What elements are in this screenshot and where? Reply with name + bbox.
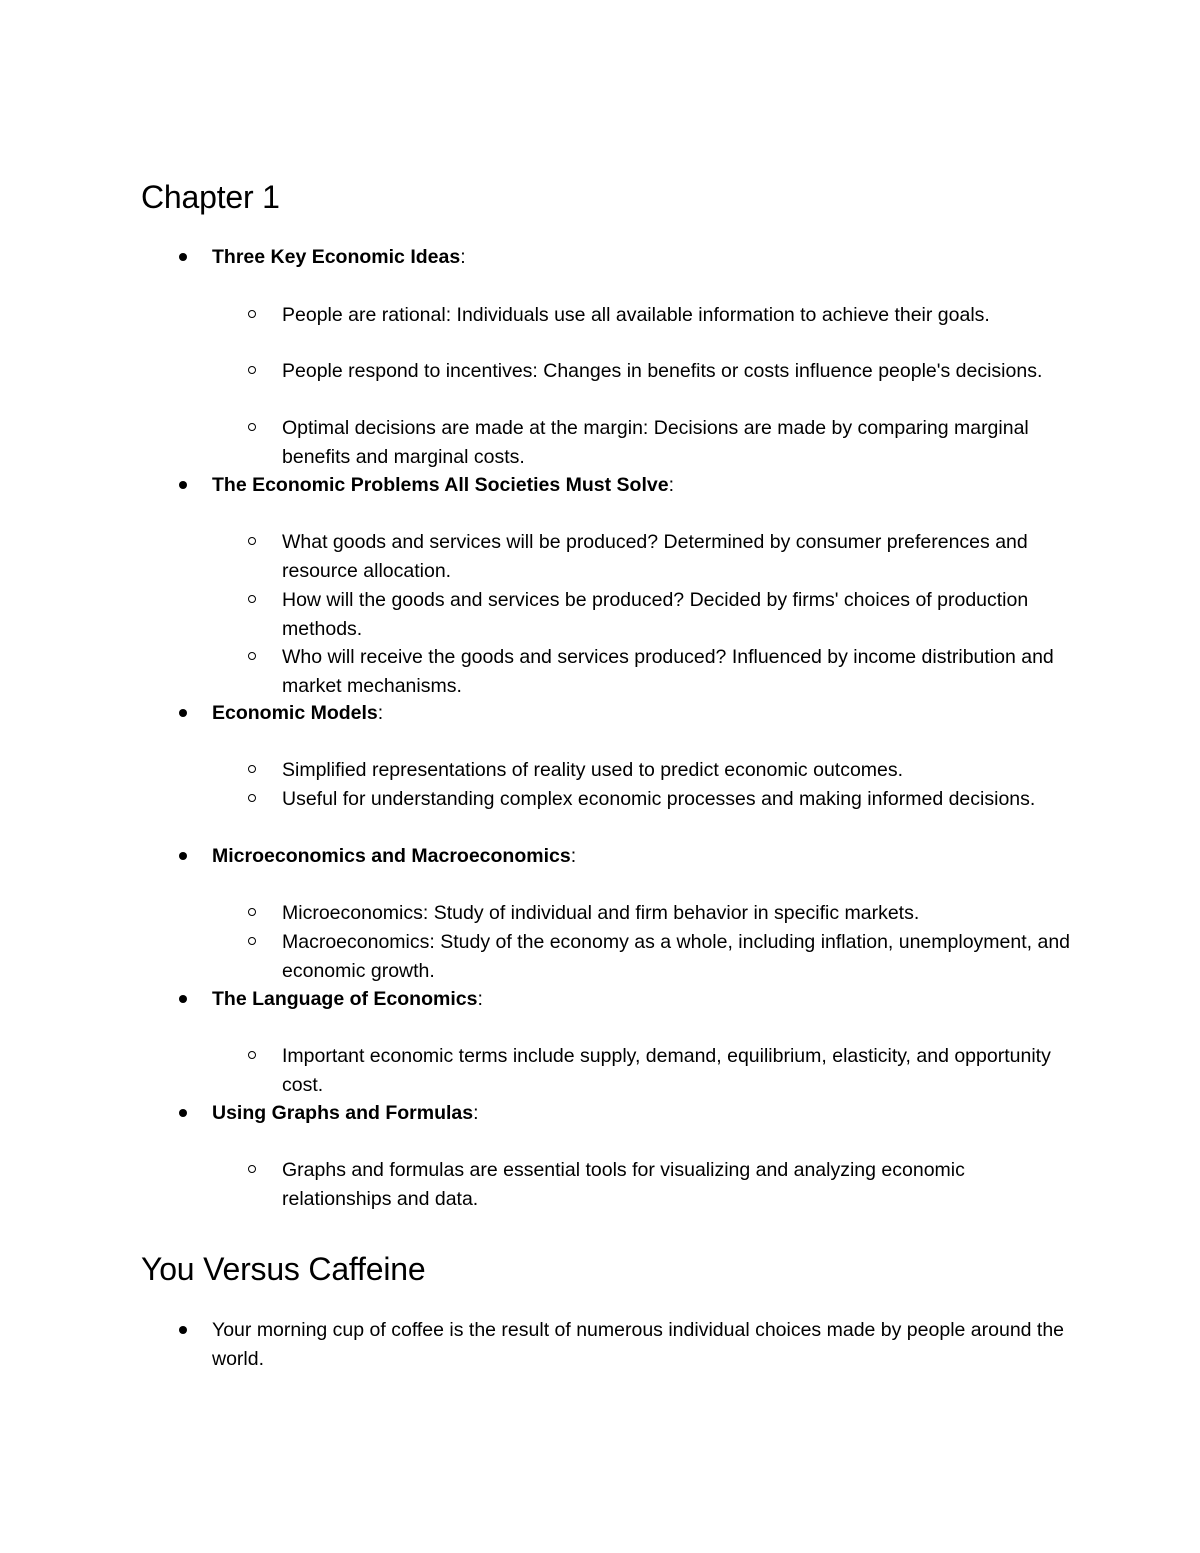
- sub-point-text: Optimal decisions are made at the margin: Decisions are made by comparing marginal benefits and marginal costs.: [282, 417, 1029, 468]
- topic-item: [212, 699, 1072, 728]
- topic-colon: :: [377, 702, 384, 724]
- bullet-circle-icon: [248, 652, 256, 660]
- sub-point: [282, 528, 1072, 585]
- sub-point: [282, 586, 1072, 643]
- sub-point: [282, 357, 1072, 386]
- list-item: [212, 1316, 1072, 1373]
- topic-heading: The Economic Problems All Societies Must Solve: [212, 474, 669, 496]
- sub-point: [282, 785, 1072, 814]
- topic-colon: :: [473, 1102, 479, 1124]
- sub-point: [282, 1042, 1072, 1099]
- bullet-circle-icon: [248, 765, 256, 773]
- topic-item: [212, 842, 1072, 871]
- topic-item: [212, 1099, 1072, 1128]
- bullet-circle-icon: [248, 423, 256, 431]
- bullet-circle-icon: [248, 937, 256, 945]
- bullet-disc-icon: [179, 1326, 187, 1334]
- topic-colon: :: [570, 845, 577, 867]
- sub-point-text: Simplified representations of reality used to predict economic outcomes.: [282, 759, 904, 781]
- bullet-circle-icon: [248, 310, 256, 318]
- sub-point: [282, 928, 1072, 985]
- list-item-text: Your morning cup of coffee is the result of numerous individual choices made by people around the world.: [212, 1319, 1065, 1370]
- bullet-disc-icon: [179, 481, 187, 489]
- bullet-disc-icon: [179, 995, 187, 1003]
- topic-item: [212, 471, 1072, 500]
- topic-heading: Economic Models: [212, 702, 378, 724]
- sub-point-text: What goods and services will be produced? Determined by consumer preferences and resource allocation.: [282, 531, 1028, 582]
- topic-item: [212, 243, 1072, 272]
- topic-heading: Microeconomics and Macroeconomics: [212, 845, 571, 867]
- sub-point: [282, 643, 1072, 700]
- bullet-circle-icon: [248, 1051, 256, 1059]
- topic-heading: The Language of Economics: [212, 988, 478, 1010]
- bullet-circle-icon: [248, 908, 256, 916]
- sub-point: [282, 301, 1072, 330]
- chapter-title: Chapter 1: [141, 179, 280, 215]
- sub-point-text: People respond to incentives: Changes in benefits or costs influence people's decisions.: [282, 360, 1043, 382]
- bullet-circle-icon: [248, 1165, 256, 1173]
- sub-point-text: How will the goods and services be produced? Decided by firms' choices of production methods.: [282, 589, 1029, 640]
- sub-point: [282, 756, 1072, 785]
- topic-colon: :: [460, 246, 466, 268]
- bullet-disc-icon: [179, 1109, 187, 1117]
- bullet-circle-icon: [248, 794, 256, 802]
- topic-heading: Using Graphs and Formulas: [212, 1102, 474, 1124]
- sub-point: [282, 899, 1072, 928]
- topic-colon: :: [668, 474, 674, 496]
- bullet-disc-icon: [179, 852, 187, 860]
- topic-heading: Three Key Economic Ideas: [212, 246, 461, 268]
- sub-point-text: Useful for understanding complex economic processes and making informed decisions.: [282, 788, 1036, 810]
- section-title-caffeine: You Versus Caffeine: [141, 1251, 426, 1287]
- sub-point: [282, 414, 1072, 471]
- sub-point-text: People are rational: Individuals use all available information to achieve their goals.: [282, 304, 990, 326]
- bullet-circle-icon: [248, 366, 256, 374]
- sub-point-text: Macroeconomics: Study of the economy as a whole, including inflation, unemployment, and economic growth.: [282, 931, 1071, 982]
- topic-colon: :: [477, 988, 483, 1010]
- sub-point-text: Graphs and formulas are essential tools for visualizing and analyzing economic relationships and data.: [282, 1159, 965, 1210]
- bullet-circle-icon: [248, 537, 256, 545]
- sub-point-text: Important economic terms include supply, demand, equilibrium, elasticity, and opportunity cost.: [282, 1045, 1051, 1096]
- bullet-disc-icon: [179, 709, 187, 717]
- sub-point-text: Microeconomics: Study of individual and firm behavior in specific markets.: [282, 902, 920, 924]
- topic-item: [212, 985, 1072, 1014]
- sub-point: [282, 1156, 1072, 1213]
- bullet-disc-icon: [179, 253, 187, 261]
- sub-point-text: Who will receive the goods and services produced? Influenced by income distribution and market mechanisms.: [282, 646, 1054, 697]
- bullet-circle-icon: [248, 595, 256, 603]
